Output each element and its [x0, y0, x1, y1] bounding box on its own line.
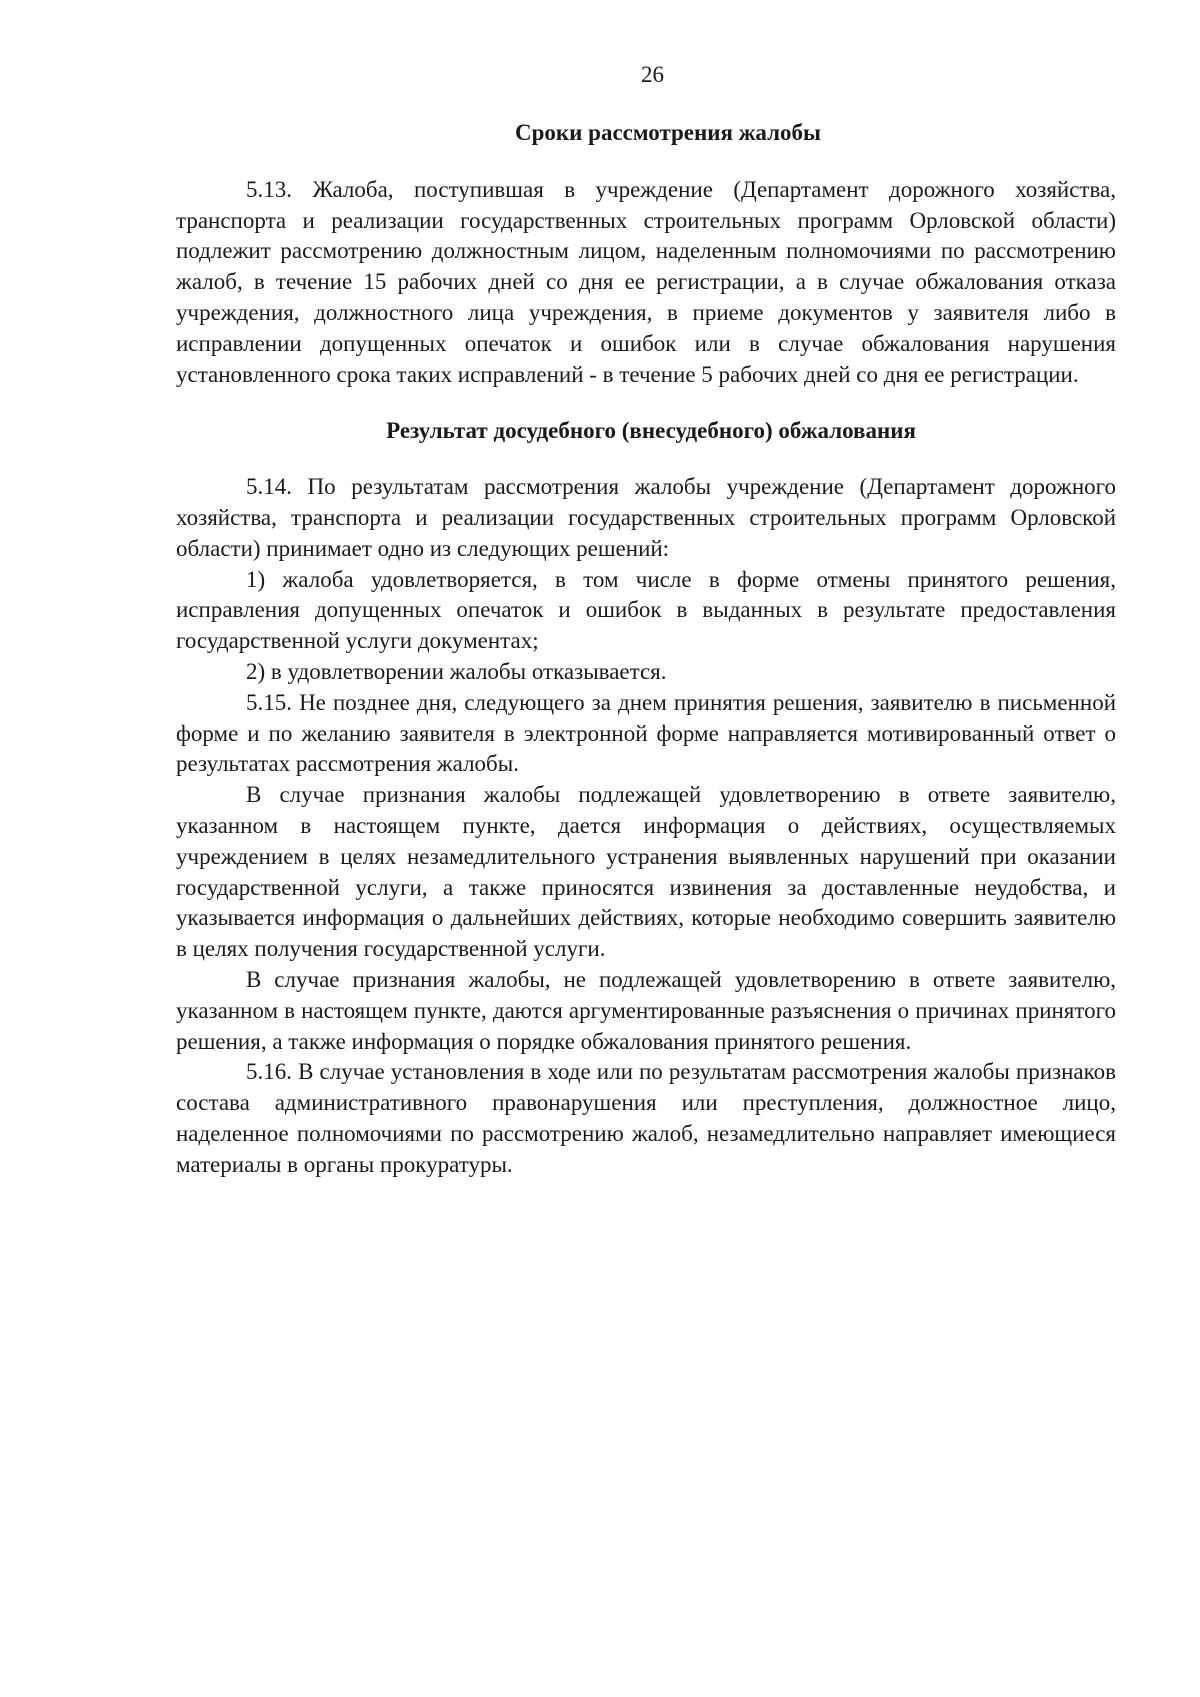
- section-heading-review-terms: Сроки рассмотрения жалобы: [515, 120, 821, 145]
- paragraph-complaint-satisfied: В случае признания жалобы подлежащей удовлетворению в ответе заявителю, указанном в настоящем пункте, дается информация о действиях, осуществляемых учреждением в целях незамедлительного устранения выявленных нарушений при оказании государственной услуги, а также приносятся извинения за доставленные неудобства, и указывается информация о дальнейших действиях, которые необходимо совершить заявителю в целях получения государственной услуги.: [176, 782, 1116, 962]
- document-body: [176, 118, 1116, 1181]
- paragraph-5-15: 5.15. Не позднее дня, следующего за днем принятия решения, заявителю в письменной форме и по желанию заявителя в электронной форме направляется мотивированный ответ о результатах рассмотрения жалобы.: [176, 689, 1116, 777]
- section-heading-appeal-result: Результат досудебного (внесудебного) обжалования: [386, 418, 916, 444]
- paragraph-5-14-item-1: 1) жалоба удовлетворяется, в том числе в форме отмены принятого решения, исправления допущенных опечаток и ошибок в выданных в результате предоставления государственной услуги документах;: [176, 566, 1116, 654]
- paragraph-5-13: 5.13. Жалоба, поступившая в учреждение (Департамент дорожного хозяйства, транспорта и реализации государственных строительных программ Орловской области) подлежит рассмотрению должностным лицом, наделенным полномочиями по рассмотрению жалоб, в течение 15 рабочих дней со дня ее регистрации, а в случае обжалования отказа учреждения, должностного лица учреждения, в приеме документов у заявителя либо в исправлении допущенных опечаток и ошибок или в случае обжалования нарушения установленного срока таких исправлений - в течение 5 рабочих дней со дня ее регистрации.: [176, 176, 1116, 387]
- paragraph-5-14: 5.14. По результатам рассмотрения жалобы учреждение (Департамент дорожного хозяйства, транспорта и реализации государственных строительных программ Орловской области) принимает одно из следующих решений:: [176, 474, 1116, 561]
- paragraph-5-14-item-2: 2) в удовлетворении жалобы отказывается.: [246, 658, 667, 684]
- page-number: 26: [641, 62, 664, 87]
- paragraph-5-16: 5.16. В случае установления в ходе или по результатам рассмотрения жалобы признаков состава административного правонарушения или преступления, должностное лицо, наделенное полномочиями по рассмотрению жалоб, незамедлительно направляет имеющиеся материалы в органы прокуратуры.: [176, 1059, 1116, 1177]
- paragraph-complaint-rejected: В случае признания жалобы, не подлежащей удовлетворению в ответе заявителю, указанном в настоящем пункте, даются аргументированные разъяснения о причинах принятого решения, а также информация о порядке обжалования принятого решения.: [176, 966, 1116, 1054]
